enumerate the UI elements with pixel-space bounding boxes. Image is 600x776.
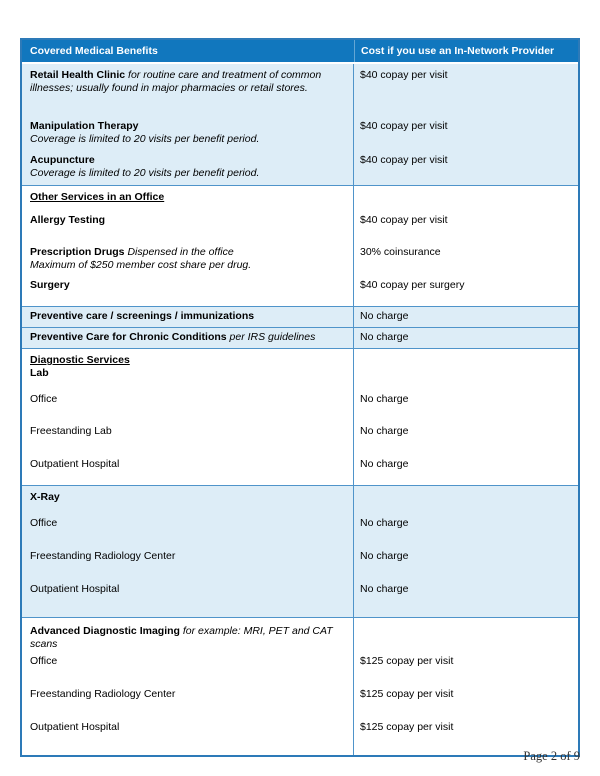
cost-cell xyxy=(354,486,578,512)
cost-cell: $125 copay per visit xyxy=(360,688,454,700)
table-header-row xyxy=(22,40,578,62)
section-heading-row xyxy=(22,486,578,512)
cost-cell: No charge xyxy=(360,583,409,595)
benefit-name: Freestanding Lab xyxy=(22,420,354,453)
benefit-note: Maximum of $250 member cost share per drug. xyxy=(30,259,252,271)
section-preventive-care xyxy=(22,306,578,327)
heading-cell xyxy=(22,486,354,512)
benefit-note: Coverage is limited to 20 visits per benefit period. xyxy=(30,133,260,145)
cost-cell xyxy=(354,349,578,388)
section-diagnostic-lab xyxy=(22,348,578,485)
benefit-row xyxy=(22,307,578,327)
cost-cell: $125 copay per visit xyxy=(360,721,454,733)
cost-cell: $40 copay per visit xyxy=(360,154,448,166)
benefit-row xyxy=(22,512,578,545)
benefit-name: Retail Health Clinic xyxy=(30,69,126,81)
cost-cell: No charge xyxy=(360,331,409,343)
cost-cell: No charge xyxy=(360,425,409,437)
cost-cell: $40 copay per visit xyxy=(360,214,448,226)
section-heading-row xyxy=(22,349,578,388)
benefit-row xyxy=(22,578,578,617)
benefit-row xyxy=(22,420,578,453)
benefit-row xyxy=(22,64,578,115)
heading-cell xyxy=(22,349,354,388)
benefit-name: Outpatient Hospital xyxy=(22,578,354,617)
cost-cell xyxy=(354,186,578,209)
benefit-name: Office xyxy=(22,648,354,681)
benefit-name: Outpatient Hospital xyxy=(22,453,354,485)
benefit-name: Freestanding Radiology Center xyxy=(22,681,354,714)
cost-cell: $40 copay per visit xyxy=(360,120,448,132)
cost-cell: 30% coinsurance xyxy=(360,246,441,258)
benefit-cell xyxy=(22,64,354,115)
section-heading-note: for example: MRI, PET and CAT scans xyxy=(30,625,333,650)
section-heading: X-Ray xyxy=(30,491,60,503)
benefit-row xyxy=(22,453,578,485)
benefit-name: Preventive Care for Chronic Conditions xyxy=(30,331,227,343)
benefit-name: Manipulation Therapy xyxy=(30,120,139,132)
benefit-note: Dispensed in the office xyxy=(127,246,234,258)
cost-cell: No charge xyxy=(360,310,409,322)
cost-cell xyxy=(354,618,578,651)
benefit-row xyxy=(22,388,578,420)
section-heading: Diagnostic Services xyxy=(30,354,130,366)
cost-cell: No charge xyxy=(360,517,409,529)
benefit-row xyxy=(22,149,578,185)
benefit-row xyxy=(22,274,578,306)
benefit-name: Prescription Drugs xyxy=(30,246,125,258)
benefit-row xyxy=(22,241,578,274)
section-heading: Other Services in an Office xyxy=(30,191,165,203)
section-subheading: Lab xyxy=(30,367,49,379)
section-preventive-chronic xyxy=(22,327,578,348)
benefit-name: Preventive care / screenings / immunizations xyxy=(30,310,255,322)
header-covered-benefits: Covered Medical Benefits xyxy=(30,45,158,57)
benefit-row xyxy=(22,648,578,681)
benefit-name: Acupuncture xyxy=(30,154,95,166)
section-office-services xyxy=(22,62,578,185)
page-number: Page 2 of 9 xyxy=(523,749,580,763)
benefit-cell xyxy=(22,328,354,348)
cost-cell: $125 copay per visit xyxy=(360,655,454,667)
benefit-name: Office xyxy=(22,388,354,420)
benefit-row xyxy=(22,328,578,348)
benefit-row xyxy=(22,115,578,149)
benefit-cell xyxy=(22,274,354,306)
cost-cell: No charge xyxy=(360,550,409,562)
benefit-name: Outpatient Hospital xyxy=(22,714,354,755)
benefit-cell xyxy=(22,209,354,241)
header-in-network-cost: Cost if you use an In-Network Provider xyxy=(354,40,578,62)
benefit-note: for routine care and treatment of common illnesses; usually found in major pharmacies or retail stores. xyxy=(30,69,322,94)
benefit-note: Coverage is limited to 20 visits per benefit period. xyxy=(30,167,260,179)
benefit-note: per IRS guidelines xyxy=(229,331,316,343)
benefit-name: Allergy Testing xyxy=(30,214,106,226)
benefit-cell xyxy=(22,149,354,185)
benefit-row xyxy=(22,681,578,714)
cost-cell: No charge xyxy=(360,458,409,470)
benefit-cell xyxy=(22,307,354,327)
benefit-row xyxy=(22,545,578,578)
benefit-row xyxy=(22,714,578,755)
benefit-cell xyxy=(22,241,354,274)
section-xray xyxy=(22,485,578,617)
section-other-services xyxy=(22,185,578,306)
benefit-row xyxy=(22,209,578,241)
heading-cell xyxy=(22,618,354,651)
benefit-name: Office xyxy=(22,512,354,545)
section-advanced-imaging xyxy=(22,617,578,755)
section-heading: Advanced Diagnostic Imaging xyxy=(30,625,180,637)
benefit-name: Surgery xyxy=(30,279,70,291)
benefits-table xyxy=(20,38,580,757)
section-heading-row xyxy=(22,618,578,648)
cost-cell: $40 copay per surgery xyxy=(360,279,465,291)
heading-cell xyxy=(22,186,354,209)
benefit-cell xyxy=(22,115,354,149)
cost-cell: No charge xyxy=(360,393,409,405)
section-heading-row xyxy=(22,186,578,209)
benefit-name: Freestanding Radiology Center xyxy=(22,545,354,578)
cost-cell: $40 copay per visit xyxy=(360,69,448,81)
